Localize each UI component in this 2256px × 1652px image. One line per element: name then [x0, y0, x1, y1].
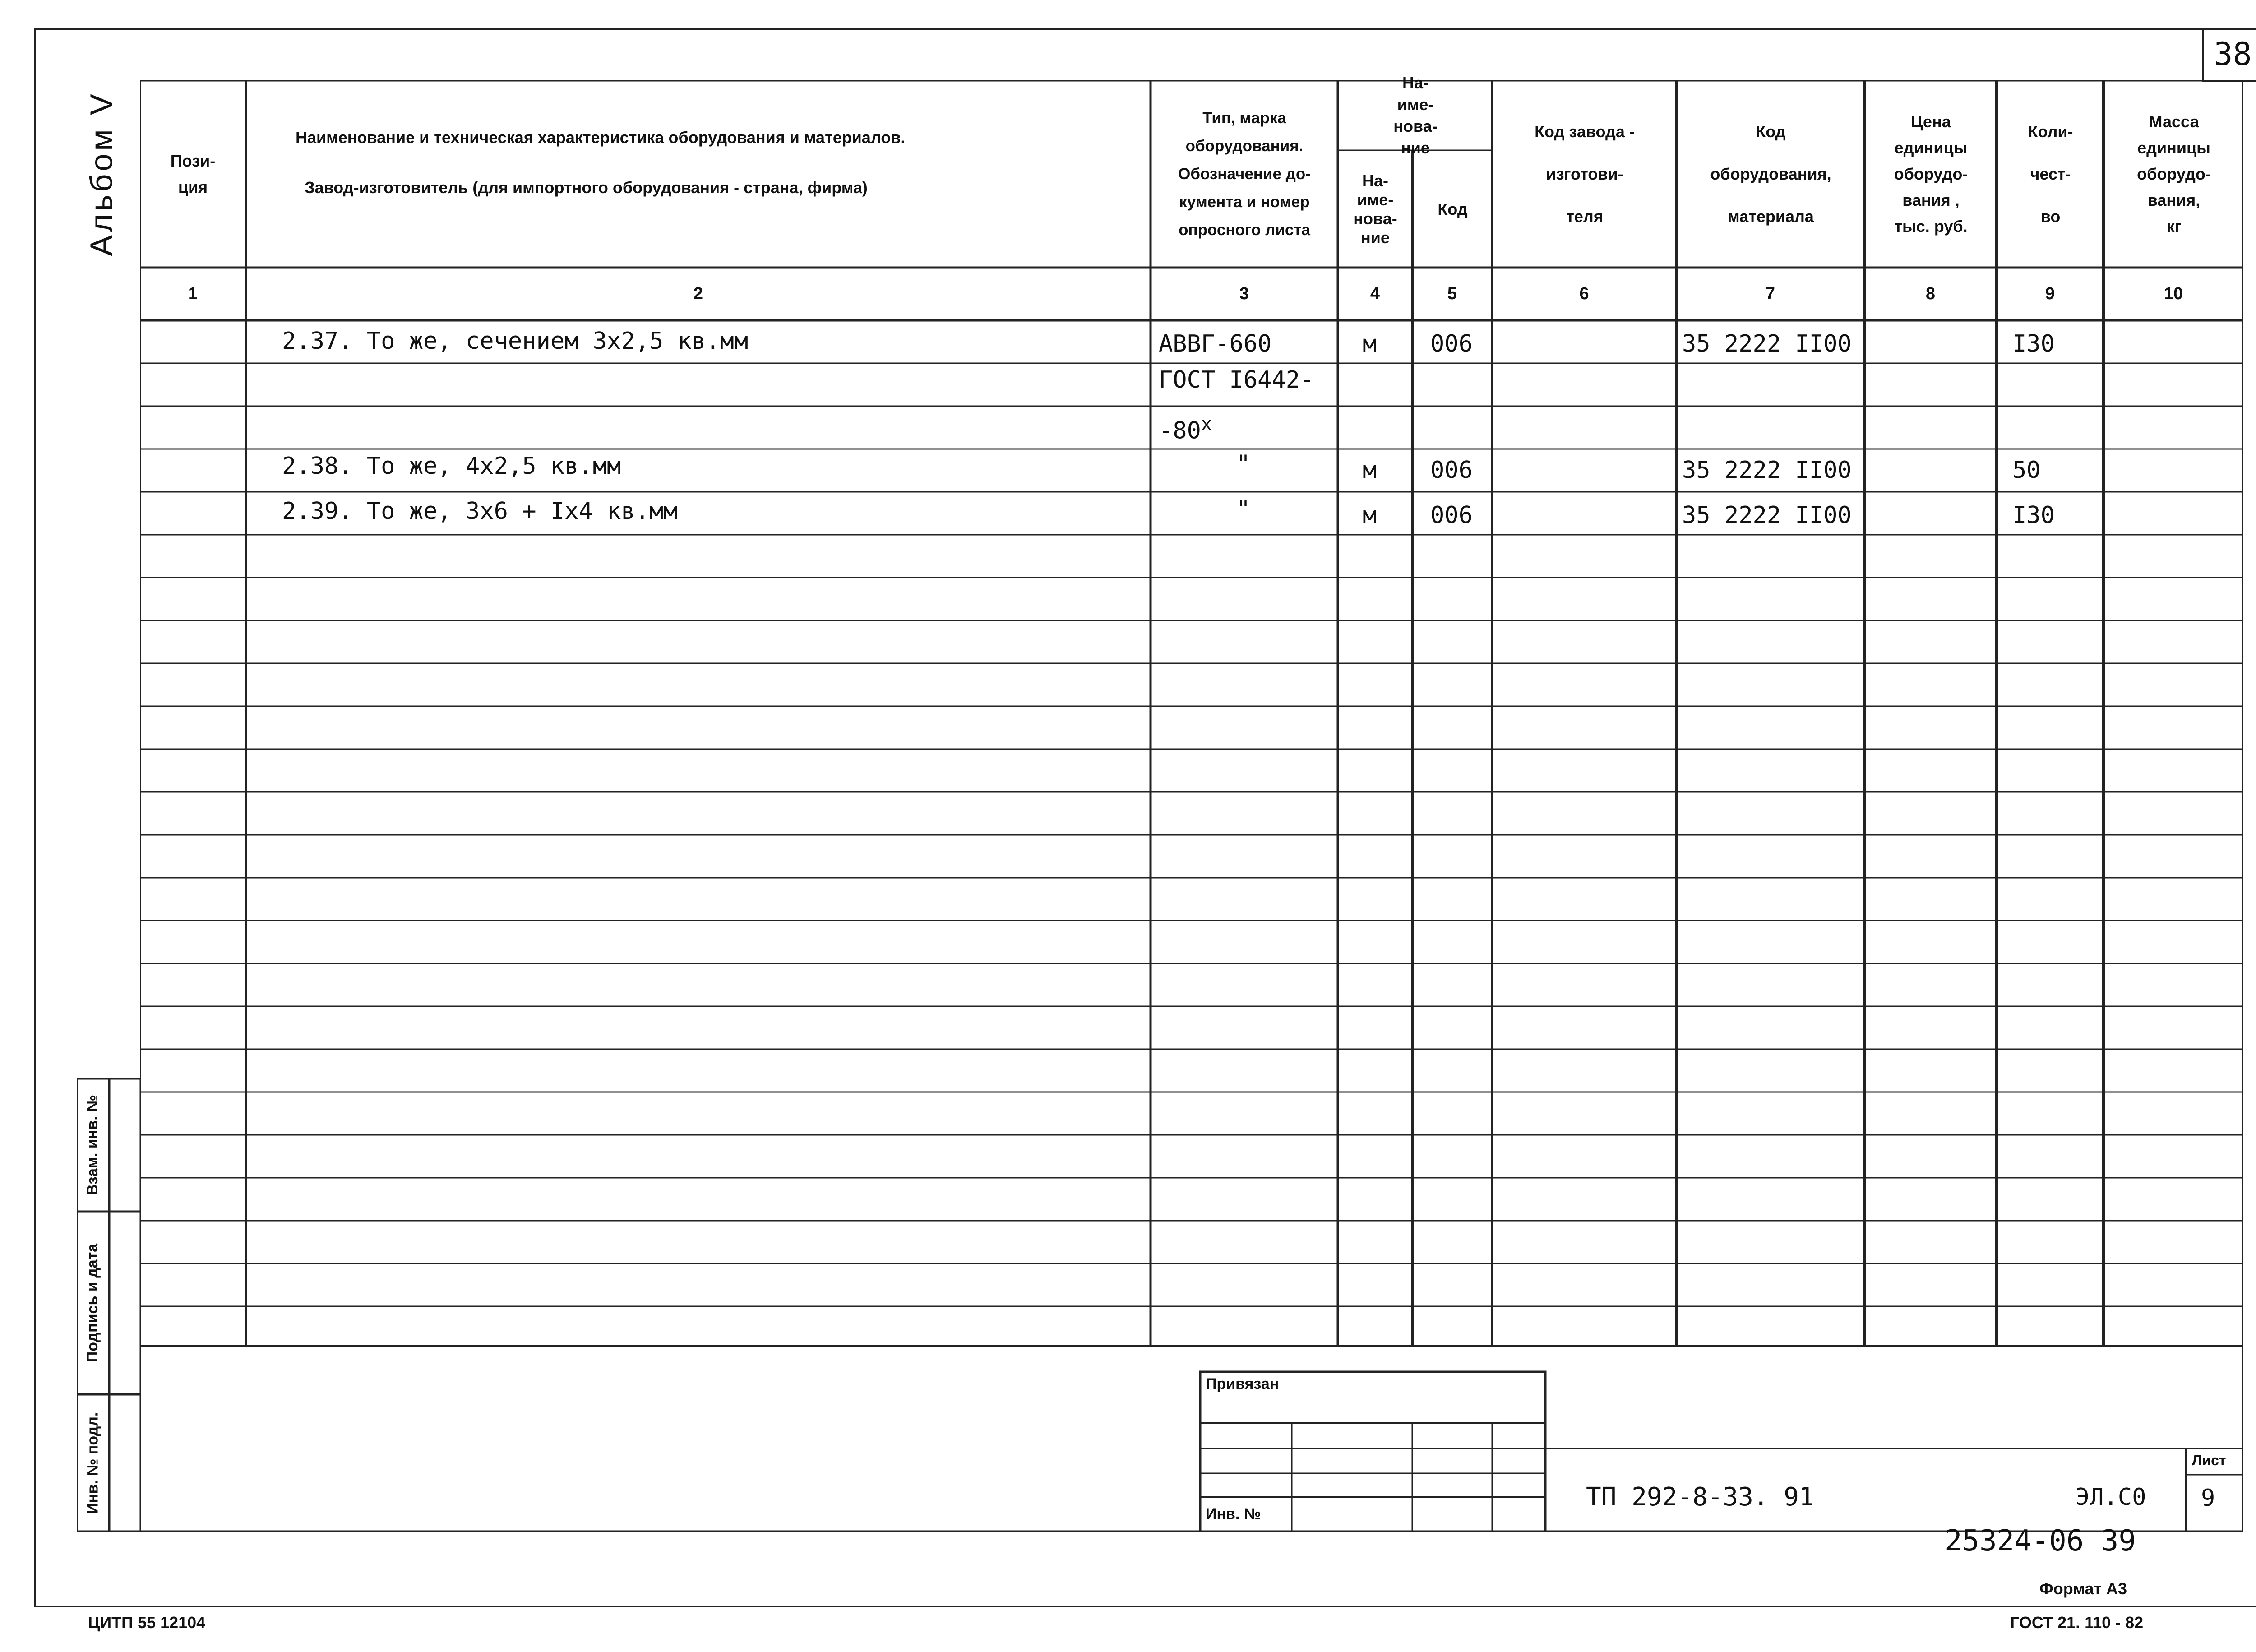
header-unit-code: Код	[1438, 200, 1468, 218]
row-1-unit: м	[1363, 330, 1377, 357]
footer-gost: ГОСТ 21. 110 - 82	[2010, 1613, 2144, 1632]
side-label-inv-podl: Инв. № подл.	[84, 1412, 102, 1514]
row-1-quantity: I30	[2012, 330, 2055, 357]
row-1-name: 2.37. То же, сечением 3х2,5 кв.мм	[282, 328, 749, 355]
stamp-doc-code: ТП 292-8-33. 91	[1586, 1482, 1814, 1512]
header-unit-name: На- име- нова- ние	[1353, 171, 1397, 247]
col-num: 8	[1925, 284, 1936, 303]
row-4-code: 006	[1430, 457, 1473, 484]
col-num: 7	[1765, 284, 1775, 303]
col-num: 1	[188, 284, 198, 303]
row-5-quantity: I30	[2012, 502, 2055, 529]
header-position: Пози- ция	[170, 151, 216, 196]
row-5-unit: м	[1363, 502, 1377, 529]
side-label-inv-vzam: Взам. инв. №	[84, 1094, 102, 1196]
row-1-type: АВВГ-660	[1159, 330, 1272, 357]
stamp-doc-suffix: ЭЛ.С0	[2076, 1484, 2146, 1511]
specification-table	[140, 73, 2243, 1532]
album-label: Альбом V	[84, 91, 120, 256]
page-number: 38	[2202, 28, 2256, 82]
header-unit: На- име- нова- ние	[1393, 73, 1438, 157]
row-5-equipment-code: 35 2222 II00	[1682, 502, 1852, 529]
col-num: 4	[1370, 284, 1380, 303]
row-4-quantity: 50	[2012, 457, 2041, 484]
footer-left-code: ЦИТП 55 12104	[88, 1613, 206, 1632]
stamp-inv-no: Инв. №	[1206, 1505, 1261, 1522]
row-3-type: -80$^x$	[1159, 414, 1212, 444]
header-price: Цена единицы оборудо- вания , тыс. руб.	[1894, 112, 1968, 236]
col-num: 10	[2164, 284, 2183, 303]
row-4-type: "	[1236, 450, 1251, 477]
row-2-type: ГОСТ I6442-	[1159, 366, 1314, 393]
row-5-type: "	[1236, 495, 1251, 523]
row-1-code: 006	[1430, 330, 1473, 357]
row-5-name: 2.39. То же, 3х6 + Iх4 кв.мм	[282, 498, 678, 525]
format-label: Формат А3	[2039, 1579, 2127, 1598]
header-mass: Масса единицы оборудо- вания, кг	[2137, 112, 2211, 236]
header-factory-code: Код завода - изготови- теля	[1535, 122, 1635, 226]
row-4-equipment-code: 35 2222 II00	[1682, 457, 1852, 484]
col-num: 9	[2045, 284, 2055, 303]
row-4-name: 2.38. То же, 4х2,5 кв.мм	[282, 453, 621, 480]
row-5-code: 006	[1430, 502, 1473, 529]
header-type: Тип, марка оборудования. Обозначение до- кумента и номер опросного листа	[1178, 109, 1311, 239]
row-4-unit: м	[1363, 457, 1377, 484]
header-quantity: Коли- чест- во	[2028, 122, 2073, 226]
header-manufacturer: Завод-изготовитель (для импортного оборудования - страна, фирма)	[305, 178, 868, 197]
col-num: 5	[1447, 284, 1457, 303]
side-label-sign-date: Подпись и дата	[84, 1243, 102, 1363]
stamp-privyazan: Привязан	[1206, 1375, 1279, 1393]
handwritten-number: 25324-06 39	[1945, 1524, 2136, 1558]
col-num: 2	[693, 284, 703, 303]
header-equipment-code: Код оборудования, материала	[1710, 122, 1831, 226]
stamp-sheet-label: Лист	[2192, 1452, 2226, 1468]
col-num: 6	[1579, 284, 1589, 303]
header-name: Наименование и техническая характеристика оборудования и материалов.	[296, 128, 906, 147]
stamp-sheet-number: 9	[2201, 1485, 2215, 1512]
col-num: 3	[1239, 284, 1249, 303]
row-1-equipment-code: 35 2222 II00	[1682, 330, 1852, 357]
